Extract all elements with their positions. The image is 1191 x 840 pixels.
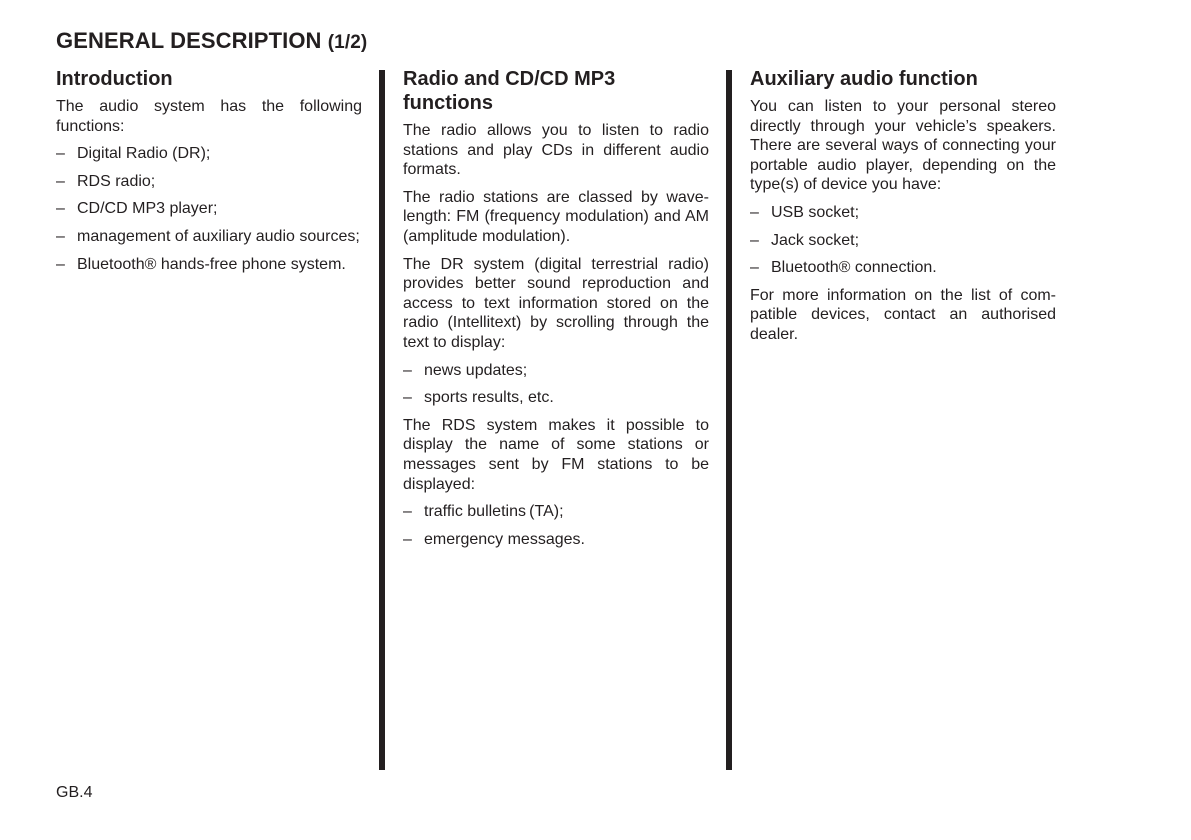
- page-title-text: GENERAL DESCRIPTION: [56, 28, 322, 53]
- list-item: – CD/CD MP3 player;: [56, 199, 362, 219]
- list-item: – sports results, etc.: [403, 388, 709, 408]
- section-heading: Radio and CD/CD MP3 functions: [403, 68, 616, 114]
- list-item: – Bluetooth® hands-free phone system.: [56, 255, 362, 275]
- column-divider: [726, 70, 732, 770]
- auxiliary-audio-section: [750, 67, 1056, 353]
- list-item: – Jack socket;: [750, 231, 1056, 251]
- section-heading: Introduction: [56, 68, 173, 90]
- connection-list: [750, 203, 1056, 278]
- list-item: – Bluetooth® connection.: [750, 258, 1056, 278]
- rds-list: [403, 502, 709, 549]
- list-item: – traffic bulletins (TA);: [403, 502, 709, 522]
- radio-cd-section: [403, 67, 709, 557]
- paragraph: The RDS system makes it possible to display the name of some stations or messages sent by FM stations to be displayed:: [403, 416, 709, 493]
- introduction-section: [56, 67, 362, 282]
- list-item: – emergency messages.: [403, 530, 709, 550]
- page-part-indicator: (1/2): [327, 32, 368, 53]
- list-item: – news updates;: [403, 361, 709, 381]
- intellitext-list: [403, 361, 709, 408]
- function-list: [56, 144, 362, 274]
- list-item: – USB socket;: [750, 203, 1056, 223]
- paragraph: For more information on the list of compatible devices, contact an authorised dealer.: [750, 286, 1056, 343]
- column-divider: [379, 70, 385, 770]
- paragraph: The radio stations are classed by wavelength: FM (frequency modulation) and AM (amplitude modulation).: [403, 188, 709, 245]
- paragraph: The audio system has the following functions:: [56, 98, 362, 135]
- page-title: [56, 28, 367, 54]
- paragraph: You can listen to your personal stereo directly through your vehicle’s speakers. There are several ways of connecting your portable audio player, depending on the type(s) of device you have:: [750, 98, 1056, 194]
- paragraph: The DR system (digital terrestrial radio) provides better sound reproduction and access to text information stored on the radio (Intellitext) by scrolling through the text to display:: [403, 255, 709, 351]
- section-heading: Auxiliary audio function: [750, 68, 978, 90]
- list-item: – RDS radio;: [56, 172, 362, 192]
- list-item: – Digital Radio (DR);: [56, 144, 362, 164]
- paragraph: The radio allows you to listen to radio stations and play CDs in different audio formats.: [403, 122, 709, 179]
- list-item: – management of auxiliary audio sources;: [56, 227, 362, 247]
- page-number: GB.4: [56, 784, 93, 801]
